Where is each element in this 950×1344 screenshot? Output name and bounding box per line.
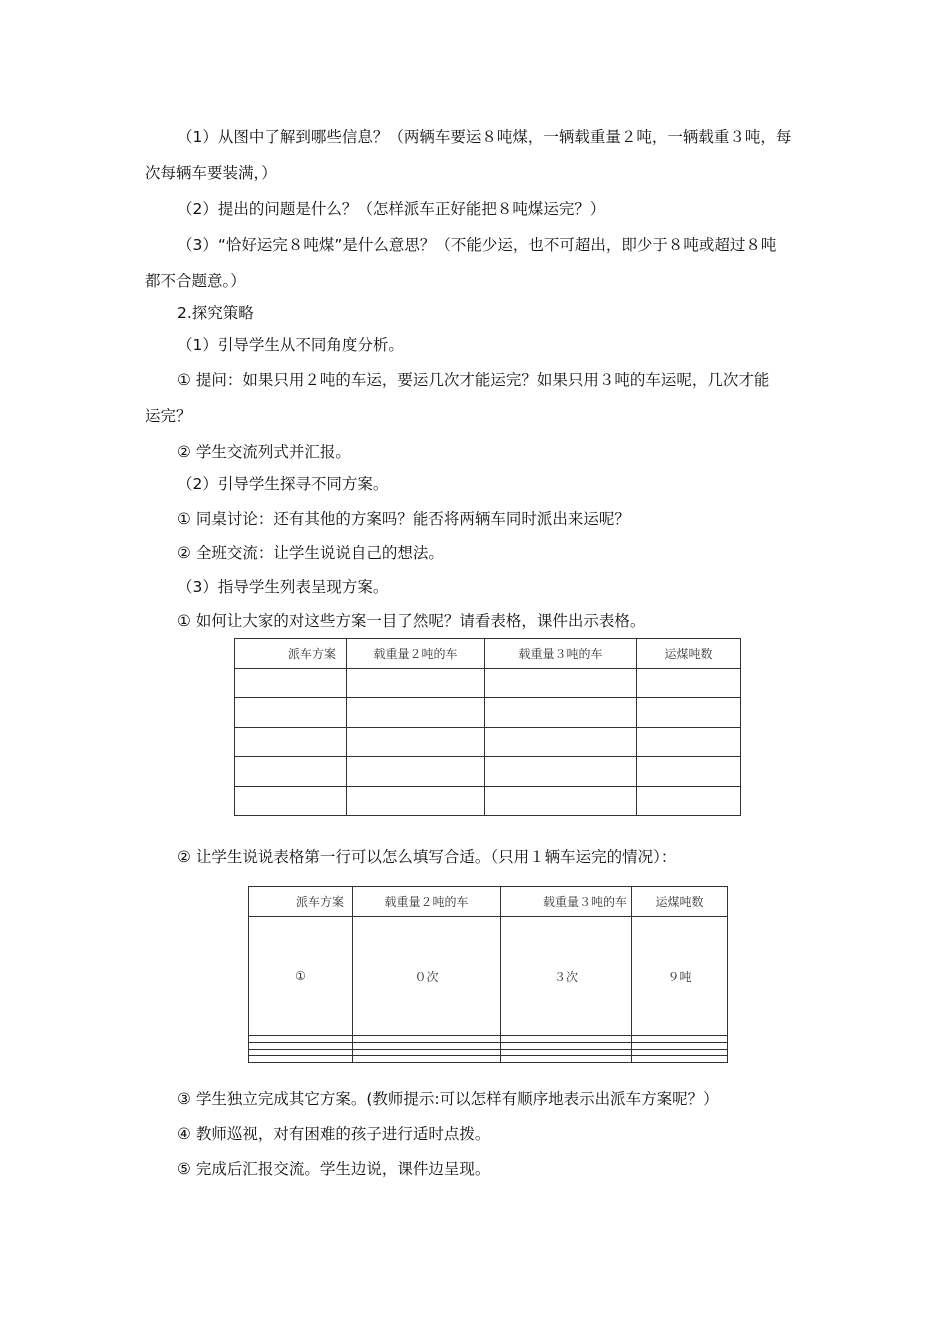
- table-cell: [637, 786, 741, 815]
- table-cell: [501, 1049, 632, 1056]
- table-cell: [485, 727, 637, 756]
- table-cell: [353, 1043, 501, 1050]
- paragraph-step-3d: ④ 教师巡视，对有困难的孩子进行适时点拨。: [177, 1125, 491, 1143]
- section-heading: 2.探究策略: [177, 304, 254, 322]
- table-row: [249, 1049, 728, 1056]
- paragraph-step-1: （1）引导学生从不同角度分析。: [177, 336, 404, 354]
- paragraph-step-1b: ② 学生交流列式并汇报。: [177, 443, 351, 461]
- paragraph-info-q3-cont: 都不合题意。）: [145, 272, 246, 290]
- paragraph-step-1a-cont: 运完？: [145, 407, 192, 425]
- header-cell: 派车方案: [235, 639, 347, 669]
- table-cell: [637, 757, 741, 786]
- table-cell: [501, 1056, 632, 1063]
- table-cell: [632, 1036, 728, 1043]
- table-cell: [501, 1036, 632, 1043]
- header-cell: 派车方案: [249, 887, 353, 917]
- table-row: [249, 1043, 728, 1050]
- paragraph-info-q1-cont: 次每辆车要装满，）: [145, 164, 277, 182]
- table-cell: [637, 669, 741, 698]
- paragraph-step-3e: ⑤ 完成后汇报交流。学生边说，课件边呈现。: [177, 1160, 491, 1178]
- table-cell: [353, 1049, 501, 1056]
- paragraph-step-3c: ③ 学生独立完成其它方案。(教师提示:可以怎样有顺序地表示出派车方案呢？）: [177, 1090, 719, 1108]
- paragraph-step-3b: ② 让学生说说表格第一行可以怎么填写合适。（只用１辆车运完的情况）：: [177, 848, 677, 866]
- paragraph-info-q1: （1）从图中了解到哪些信息？（两辆车要运８吨煤，一辆载重量２吨，一辆载重３吨，每: [177, 128, 792, 146]
- paragraph-step-3a: ① 如何让大家的对这些方案一目了然呢？请看表格，课件出示表格。: [177, 612, 646, 630]
- table-cell: [235, 786, 347, 815]
- paragraph-step-2b: ② 全班交流：让学生说说自己的想法。: [177, 544, 444, 562]
- table-row: [235, 786, 741, 815]
- table-row: [235, 669, 741, 698]
- table-header-row: [235, 639, 741, 669]
- table-cell: [347, 786, 485, 815]
- table-cell: [347, 757, 485, 786]
- table-cell: [249, 1043, 353, 1050]
- table-cell: [249, 1056, 353, 1063]
- table-cell: [637, 698, 741, 727]
- paragraph-step-3: （3）指导学生列表呈现方案。: [177, 578, 389, 596]
- table-row: [249, 1056, 728, 1063]
- paragraph-info-q3: （3）“恰好运完８吨煤”是什么意思？（不能少运，也不可超出，即少于８吨或超过８吨: [177, 236, 777, 254]
- header-cell: 运煤吨数: [632, 887, 728, 917]
- header-cell: 载重量２吨的车: [353, 887, 501, 917]
- table-cell: [485, 786, 637, 815]
- table-row: [235, 698, 741, 727]
- table-cell: [485, 698, 637, 727]
- table-cell: [353, 1036, 501, 1043]
- paragraph-step-2a: ① 同桌讨论：还有其他的方案吗？能否将两辆车同时派出来运呢？: [177, 510, 630, 528]
- table-cell: [249, 1036, 353, 1043]
- table-cell: [347, 669, 485, 698]
- plan-table-example: [248, 886, 728, 1063]
- table-cell: [485, 757, 637, 786]
- plan-table-empty: [234, 638, 741, 816]
- table-row: [249, 1036, 728, 1043]
- table-cell: ９吨: [632, 917, 728, 1036]
- table-cell: [632, 1056, 728, 1063]
- table-cell: [501, 1043, 632, 1050]
- table-cell: [637, 727, 741, 756]
- table-cell: [347, 727, 485, 756]
- table-cell: [632, 1043, 728, 1050]
- paragraph-step-2: （2）引导学生探寻不同方案。: [177, 475, 389, 493]
- table-cell: [632, 1049, 728, 1056]
- header-cell: 运煤吨数: [637, 639, 741, 669]
- paragraph-step-1a: ① 提问：如果只用２吨的车运，要运几次才能运完？如果只用３吨的车运呢，几次才能: [177, 371, 770, 389]
- table-header-row: [249, 887, 728, 917]
- table-cell: [347, 698, 485, 727]
- table-row: [235, 727, 741, 756]
- table-cell: [249, 1049, 353, 1056]
- table-row: [249, 917, 728, 1036]
- table-cell: ３次: [501, 917, 632, 1036]
- table-cell: [235, 727, 347, 756]
- table-cell: [235, 669, 347, 698]
- table-cell: [235, 698, 347, 727]
- header-cell: 载重量３吨的车: [485, 639, 637, 669]
- header-cell: 载重量３吨的车: [501, 887, 632, 917]
- table-cell: [485, 669, 637, 698]
- table-cell: ①: [249, 917, 353, 1036]
- table-cell: [353, 1056, 501, 1063]
- table-cell: ０次: [353, 917, 501, 1036]
- header-cell: 载重量２吨的车: [347, 639, 485, 669]
- table-cell: [235, 757, 347, 786]
- table-row: [235, 757, 741, 786]
- paragraph-info-q2: （2）提出的问题是什么？（怎样派车正好能把８吨煤运完？）: [177, 200, 606, 218]
